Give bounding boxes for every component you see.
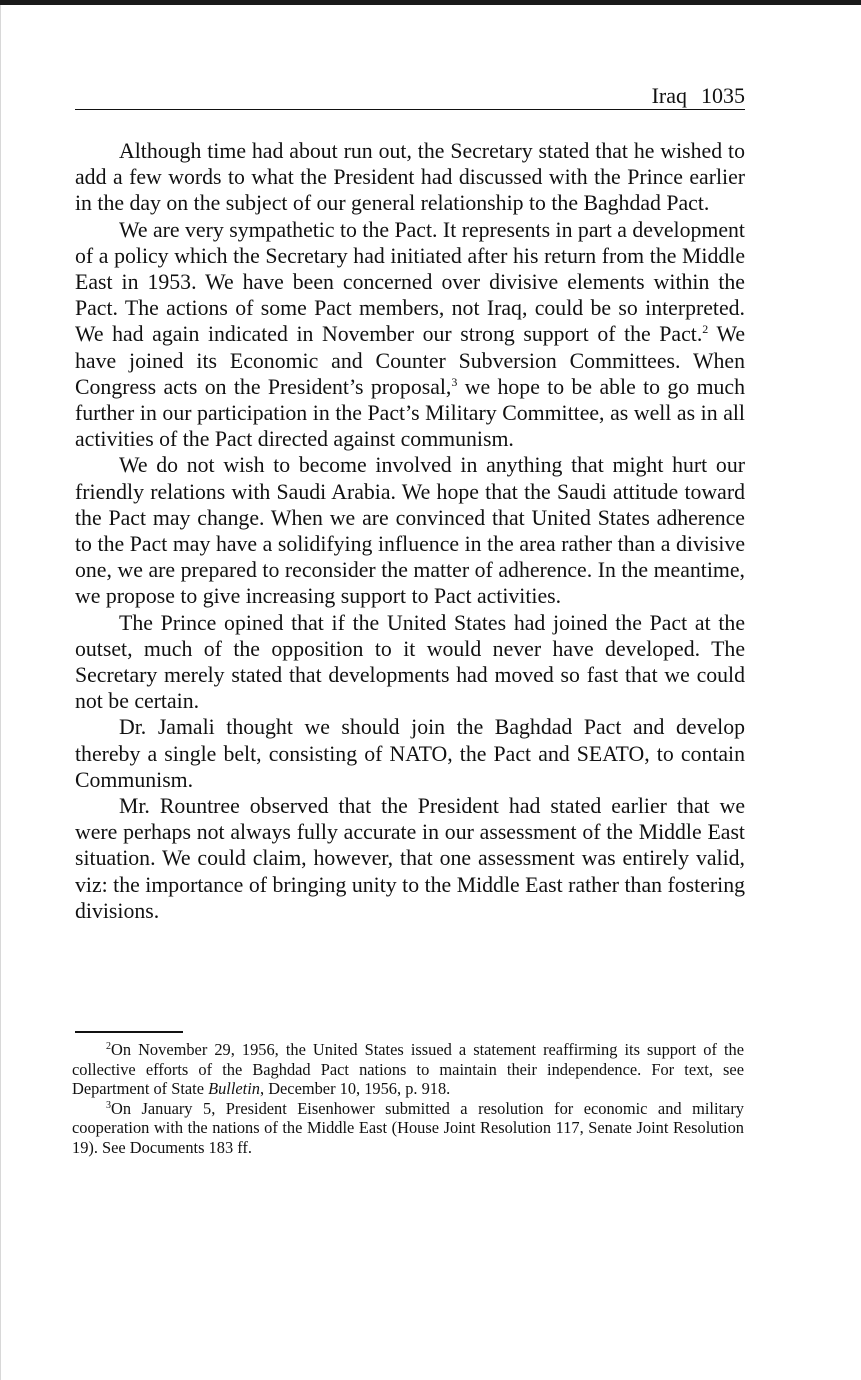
main-text <box>75 138 745 924</box>
footnote-2-text-part-1: On November 29, 1956, the United States issued a statement reaffirming its support of the collective efforts of the Baghdad Pact nations to maintain their independence. For text, see Department of State <box>72 1040 744 1099</box>
footnote-2-marker: 2 <box>106 1041 111 1052</box>
paragraph-4: The Prince opined that if the United States had joined the Pact at the outset, much of the opposition to it would never have developed. The Secretary merely stated that developments had moved so fast that we could not be certain. <box>75 610 745 714</box>
paragraph-2-part-2: We have joined its Economic and Counter Subversion Committees. When Congress acts on the President’s proposal, <box>75 322 746 399</box>
footnote-3-marker: 3 <box>106 1099 111 1111</box>
page-number: 1035 <box>701 83 745 108</box>
running-head <box>75 82 745 110</box>
paragraph-3: We do not wish to become involved in anything that might hurt our friendly relations with Saudi Arabia. We hope that the Saudi attitude toward the Pact may change. When we are convinced that United States adherence to the Pact may have a solidifying influence in the area rather than a divisive one, we are prepared to reconsider the matter of adherence. In the meantime, we propose to give increasing support to Pact activities. <box>75 453 745 609</box>
running-head-title: Iraq <box>651 83 687 108</box>
paragraph-1: Although time had about run out, the Secretary stated that he wished to add a few words to what the President had discussed with the Prince earlier in the day on the subject of our general relationship to the Baghdad Pact. <box>75 139 745 216</box>
footnote-2-italic-title: Bulletin <box>208 1079 260 1099</box>
scan-left-edge <box>0 5 1 1380</box>
scan-top-border <box>0 0 861 5</box>
footnote-ref-2: 2 <box>702 322 709 337</box>
paragraph-2 <box>75 217 745 453</box>
footnote-2-text-part-2: , December 10, 1956, p. 918. <box>260 1079 451 1099</box>
footnote-3 <box>72 1099 744 1158</box>
paragraph-2-part-1: We are very sympathetic to the Pact. It represents in part a development of a policy which the Secretary had initiated after his return from the Middle East in 1953. We have been concerned over divisive elements within the Pact. The actions of some Pact members, not Iraq, could be so interpreted. We had again indicated in November our strong support of the Pact. <box>75 217 745 347</box>
footnote-2 <box>72 1040 744 1099</box>
paragraph-5: Dr. Jamali thought we should join the Baghdad Pact and develop thereby a single belt, consisting of NATO, the Pact and SEATO, to contain Communism. <box>75 715 745 792</box>
footnotes <box>72 1040 744 1158</box>
footnote-3-text: On January 5, President Eisenhower submitted a resolution for economic and military cooperation with the nations of the Middle East (House Joint Resolution 117, Senate Joint Resolution 19). See Documents 183 ff. <box>72 1098 744 1157</box>
paragraph-6: Mr. Rountree observed that the President had stated earlier that we were perhaps not always fully accurate in our assessment of the Middle East situation. We could claim, however, that one assessment was entirely valid, viz: the importance of bringing unity to the Middle East rather than fostering divisions. <box>75 794 745 923</box>
paragraph-2-part-3: we hope to be able to go much further in our participation in the Pact’s Military Committee, as well as in all activities of the Pact directed against communism. <box>75 374 745 452</box>
footnote-separator <box>75 1031 183 1033</box>
footnote-ref-3: 3 <box>451 374 458 389</box>
